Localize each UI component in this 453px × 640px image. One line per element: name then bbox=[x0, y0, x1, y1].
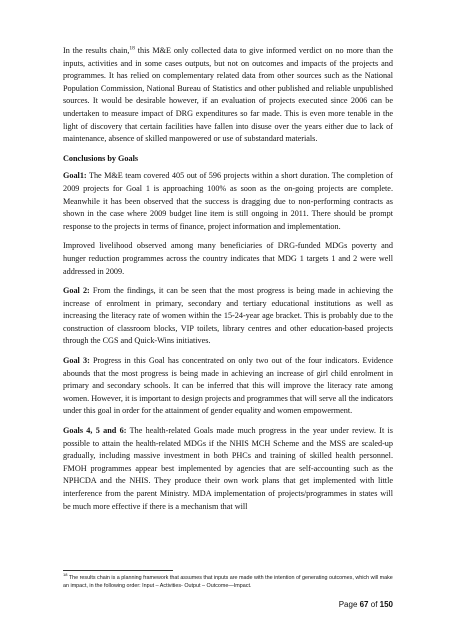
page-number-current: 67 bbox=[359, 600, 369, 609]
paragraph-text: In the results chain, bbox=[63, 46, 130, 55]
paragraph-text: The health-related Goals made much progress in the year under review. It is possible to attain the health-related MDGs if the NHIS MCH Scheme and the MSS are scaled-up gradually, including massive investment in both PHCs and training of skilled health personnel. FMOH programmes appear best implemented by agencies that are self-accounting such as the NPHCDA and the NHIS. They produce their own work plans that get implemented with little interference from the parent Ministry. MDA implementation of projects/programmes in states will be much more effective if there is a mechanism that will bbox=[63, 426, 393, 511]
footnote bbox=[63, 574, 393, 590]
section-heading: Conclusions by Goals bbox=[63, 153, 139, 163]
paragraph-text: Progress in this Goal has concentrated on only two out of the four indicators. Evidence abounds that the most progress is being made in achieving an increase of girl child enrolment in primary and secondary schools. It can be inferred that this will improve the literacy rate among women. However, it is important to design projects and programmes that will serve all the indicators under this goal in order for the attainment of gender equality and women empowerment. bbox=[63, 356, 393, 416]
goal-label: Goal 3: bbox=[63, 356, 90, 366]
footnote-reference: 18 bbox=[129, 45, 135, 52]
body-text bbox=[63, 45, 393, 520]
goal3-paragraph bbox=[63, 355, 393, 418]
goal1-paragraph bbox=[63, 170, 393, 233]
goal-label: Goal 2: bbox=[63, 286, 90, 296]
goal456-paragraph bbox=[63, 425, 393, 513]
paragraph-text: Improved livelihood observed among many beneficiaries of DRG-funded MDGs poverty and hunger reduction programmes across the country indicates that MDG 1 targets 1 and 2 were well addressed in 2009. bbox=[63, 241, 393, 276]
goal-label: Goals 4, 5 and 6: bbox=[63, 426, 127, 436]
goal2-paragraph bbox=[63, 285, 393, 348]
paragraph-text: this M&E only collected data to give informed verdict on no more than the inputs, activities and in some cases outputs, but not on outcomes and impacts of the projects and programmes. It has relied on complementary related data from other sources such as the National Population Commission, National Bureau of Statistics and other published and reliable unpublished sources. It would be desirable however, if an evaluation of projects executed since 2006 can be undertaken to measure impact of DRG expenditures so far made. This is even more tenable in the light of discovery that certain facilities have fallen into disuse over the years either due to lack of maintenance, absence of skilled manpowered or use of substandard materials. bbox=[63, 46, 393, 144]
paragraph-text: The M&E team covered 405 out of 596 projects within a short duration. The completion of 2009 projects for Goal 1 is approaching 100% as soon as the on-going projects are complete. Meanwhile it has been observed that the success is dragging due to non-performing contracts as shown in the case where 2009 budget line item is still ongoing in 2011. There should be prompt response to the projects in terms of finance, project information and implementation. bbox=[63, 171, 393, 231]
page-number-separator: of bbox=[368, 600, 380, 609]
conclusions-heading bbox=[63, 153, 393, 166]
results-chain-paragraph bbox=[63, 45, 393, 146]
page-number-prefix: Page bbox=[338, 600, 360, 609]
livelihood-paragraph bbox=[63, 240, 393, 278]
footnote-text: The results chain is a planning framework that assumes that inputs are made with the intention of generating outcomes, which will make an impact, in the following order: Input – Activities- Output – Outcome—Impact. bbox=[63, 575, 393, 589]
footnote-marker: 18 bbox=[63, 572, 68, 578]
page-number bbox=[330, 600, 393, 609]
page-number-total: 150 bbox=[379, 600, 393, 609]
footnote-divider bbox=[63, 570, 173, 571]
goal-label: Goal1: bbox=[63, 171, 87, 181]
paragraph-text: From the findings, it can be seen that the most progress is being made in achieving the increase of enrolment in primary, secondary and tertiary educational institutions as well as increasing the literacy rate of women within the 15-24-year age bracket. This is probably due to the construction of classroom blocks, VIP toilets, library centres and other education-based projects through the CGS and Quick-Wins initiatives. bbox=[63, 286, 393, 346]
